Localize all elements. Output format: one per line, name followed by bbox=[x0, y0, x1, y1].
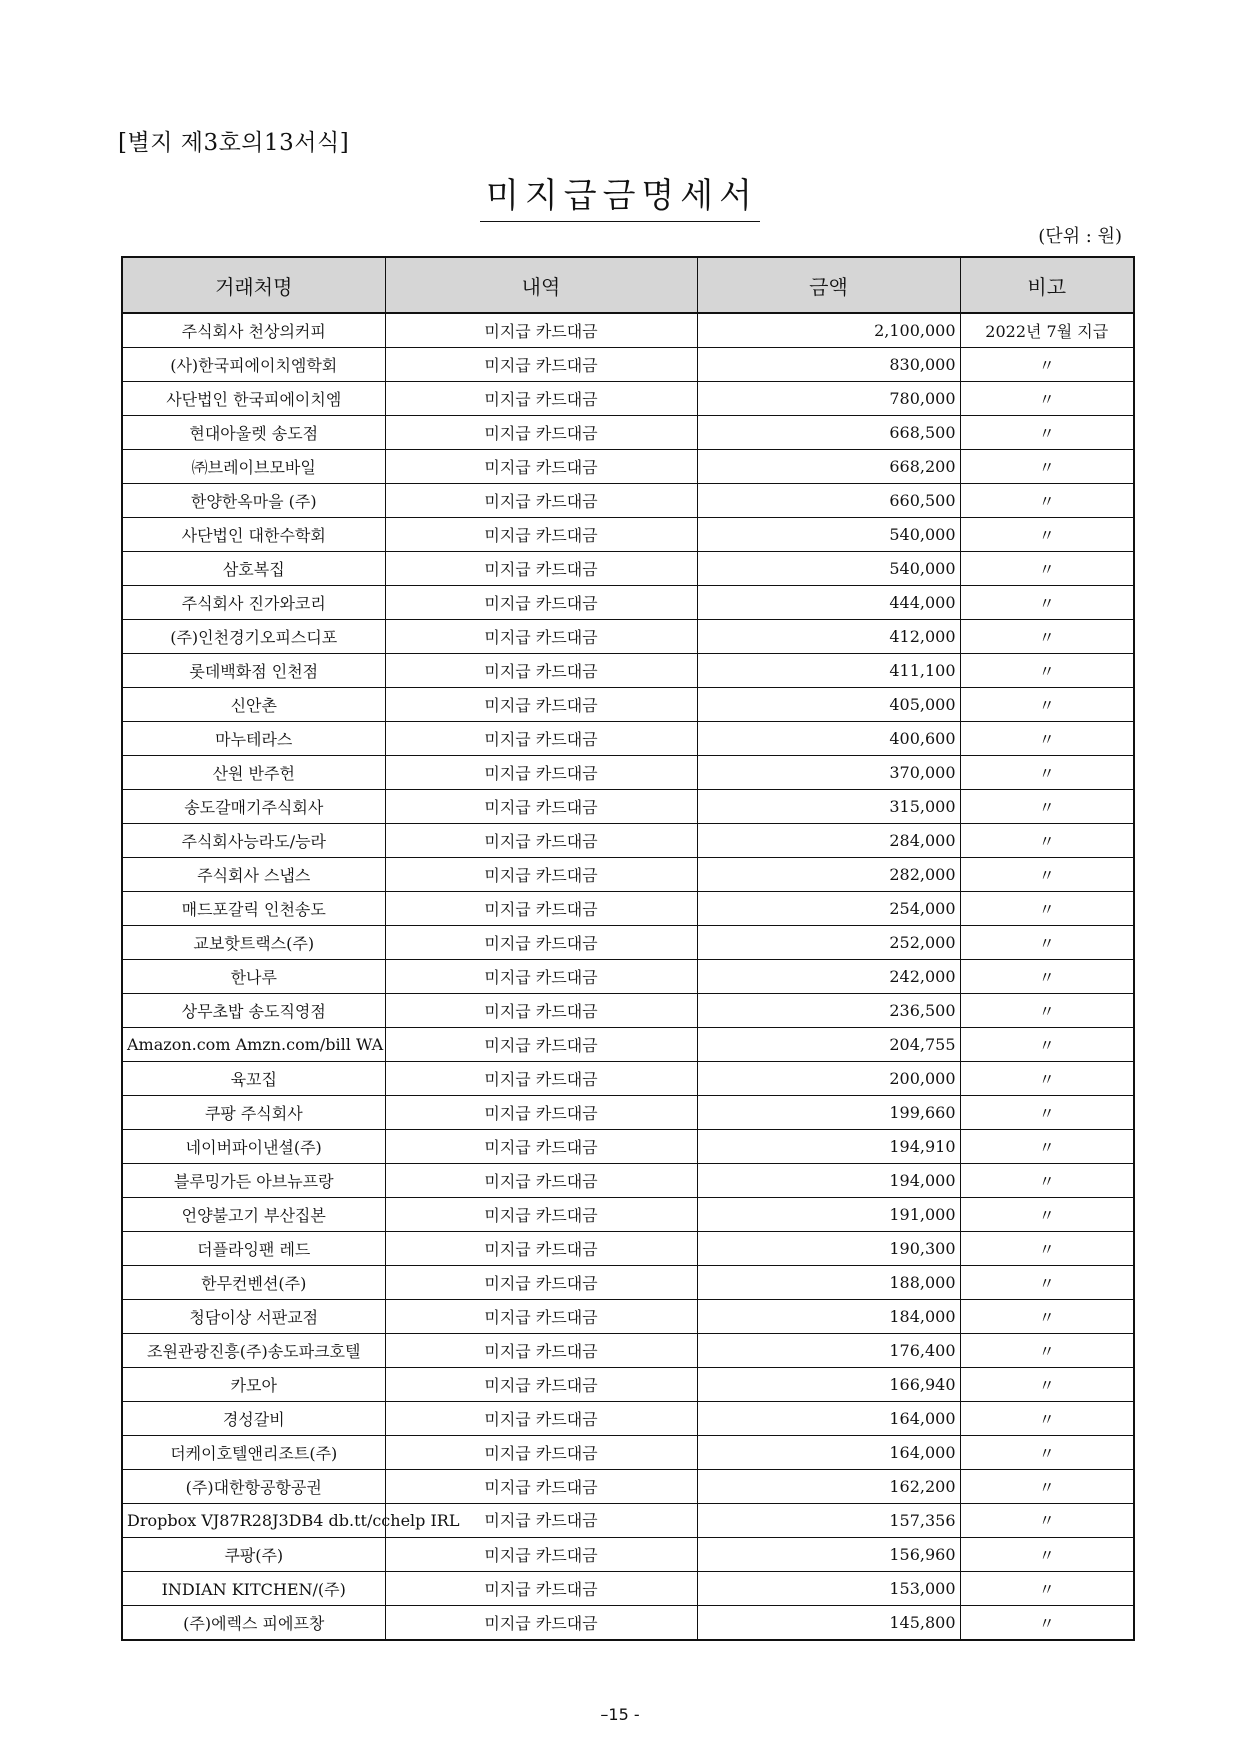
vendor-cell: 교보핫트랙스(주) bbox=[122, 926, 385, 960]
vendor-cell: (주)인천경기오피스디포 bbox=[122, 620, 385, 654]
vendor-cell: (사)한국피에이치엠학회 bbox=[122, 348, 385, 382]
vendor-cell: 네이버파이낸셜(주) bbox=[122, 1130, 385, 1164]
vendor-cell: 청담이상 서판교점 bbox=[122, 1300, 385, 1334]
note-cell: 〃 bbox=[960, 1198, 1134, 1232]
detail-cell: 미지급 카드대금 bbox=[385, 416, 697, 450]
note-cell: 〃 bbox=[960, 484, 1134, 518]
vendor-cell: 사단법인 대한수학회 bbox=[122, 518, 385, 552]
amount-cell: 184,000 bbox=[697, 1300, 960, 1334]
detail-cell: 미지급 카드대금 bbox=[385, 994, 697, 1028]
vendor-cell: 주식회사 스냅스 bbox=[122, 858, 385, 892]
table-row bbox=[122, 1062, 1134, 1096]
table-row bbox=[122, 313, 1134, 348]
amount-cell: 780,000 bbox=[697, 382, 960, 416]
table-row bbox=[122, 382, 1134, 416]
detail-cell: 미지급 카드대금 bbox=[385, 1334, 697, 1368]
detail-cell: 미지급 카드대금 bbox=[385, 1368, 697, 1402]
table-row bbox=[122, 1028, 1134, 1062]
detail-cell: 미지급 카드대금 bbox=[385, 552, 697, 586]
amount-cell: 157,356 bbox=[697, 1504, 960, 1538]
note-cell: 〃 bbox=[960, 926, 1134, 960]
note-cell: 〃 bbox=[960, 892, 1134, 926]
vendor-cell: 주식회사능라도/능라 bbox=[122, 824, 385, 858]
vendor-cell: 삼호복집 bbox=[122, 552, 385, 586]
amount-cell: 254,000 bbox=[697, 892, 960, 926]
detail-cell: 미지급 카드대금 bbox=[385, 1062, 697, 1096]
note-cell: 〃 bbox=[960, 620, 1134, 654]
note-cell: 〃 bbox=[960, 1606, 1134, 1641]
amount-cell: 284,000 bbox=[697, 824, 960, 858]
note-cell: 〃 bbox=[960, 1300, 1134, 1334]
detail-cell: 미지급 카드대금 bbox=[385, 1096, 697, 1130]
note-cell: 〃 bbox=[960, 1130, 1134, 1164]
detail-cell: 미지급 카드대금 bbox=[385, 1232, 697, 1266]
amount-cell: 164,000 bbox=[697, 1402, 960, 1436]
note-cell: 〃 bbox=[960, 1402, 1134, 1436]
header-detail: 내역 bbox=[385, 257, 697, 313]
detail-cell: 미지급 카드대금 bbox=[385, 450, 697, 484]
amount-cell: 204,755 bbox=[697, 1028, 960, 1062]
vendor-cell: Dropbox VJ87R28J3DB4 db.tt/cchelp IRL bbox=[122, 1504, 385, 1538]
amount-cell: 156,960 bbox=[697, 1538, 960, 1572]
table-row bbox=[122, 960, 1134, 994]
table-row bbox=[122, 416, 1134, 450]
table-row bbox=[122, 994, 1134, 1028]
detail-cell: 미지급 카드대금 bbox=[385, 688, 697, 722]
table-body bbox=[122, 313, 1134, 1640]
amount-cell: 282,000 bbox=[697, 858, 960, 892]
amount-cell: 315,000 bbox=[697, 790, 960, 824]
vendor-cell: 쿠팡(주) bbox=[122, 1538, 385, 1572]
note-cell: 〃 bbox=[960, 1232, 1134, 1266]
amount-cell: 660,500 bbox=[697, 484, 960, 518]
detail-cell: 미지급 카드대금 bbox=[385, 824, 697, 858]
table-row bbox=[122, 790, 1134, 824]
note-cell: 〃 bbox=[960, 688, 1134, 722]
detail-cell: 미지급 카드대금 bbox=[385, 1538, 697, 1572]
amount-cell: 199,660 bbox=[697, 1096, 960, 1130]
note-cell: 〃 bbox=[960, 1164, 1134, 1198]
amount-cell: 145,800 bbox=[697, 1606, 960, 1641]
amount-cell: 162,200 bbox=[697, 1470, 960, 1504]
table-row bbox=[122, 1130, 1134, 1164]
table-row bbox=[122, 1572, 1134, 1606]
table-row bbox=[122, 654, 1134, 688]
table-row bbox=[122, 1334, 1134, 1368]
detail-cell: 미지급 카드대금 bbox=[385, 1606, 697, 1641]
amount-cell: 194,000 bbox=[697, 1164, 960, 1198]
amount-cell: 194,910 bbox=[697, 1130, 960, 1164]
vendor-cell: 한무컨벤션(주) bbox=[122, 1266, 385, 1300]
detail-cell: 미지급 카드대금 bbox=[385, 1028, 697, 1062]
amount-cell: 540,000 bbox=[697, 552, 960, 586]
payables-table bbox=[121, 256, 1135, 1641]
table-header-row bbox=[122, 257, 1134, 313]
detail-cell: 미지급 카드대금 bbox=[385, 1266, 697, 1300]
amount-cell: 176,400 bbox=[697, 1334, 960, 1368]
table-row bbox=[122, 450, 1134, 484]
amount-cell: 370,000 bbox=[697, 756, 960, 790]
amount-cell: 153,000 bbox=[697, 1572, 960, 1606]
note-cell: 〃 bbox=[960, 348, 1134, 382]
note-cell: 〃 bbox=[960, 586, 1134, 620]
detail-cell: 미지급 카드대금 bbox=[385, 654, 697, 688]
header-amount: 금액 bbox=[697, 257, 960, 313]
amount-cell: 164,000 bbox=[697, 1436, 960, 1470]
note-cell: 〃 bbox=[960, 1538, 1134, 1572]
table-row bbox=[122, 1606, 1134, 1641]
note-cell: 〃 bbox=[960, 416, 1134, 450]
note-cell: 〃 bbox=[960, 450, 1134, 484]
amount-cell: 252,000 bbox=[697, 926, 960, 960]
table-row bbox=[122, 552, 1134, 586]
note-cell: 〃 bbox=[960, 1436, 1134, 1470]
detail-cell: 미지급 카드대금 bbox=[385, 1300, 697, 1334]
table-row bbox=[122, 1266, 1134, 1300]
detail-cell: 미지급 카드대금 bbox=[385, 313, 697, 348]
vendor-cell: 카모아 bbox=[122, 1368, 385, 1402]
amount-cell: 190,300 bbox=[697, 1232, 960, 1266]
table-row bbox=[122, 1096, 1134, 1130]
detail-cell: 미지급 카드대금 bbox=[385, 926, 697, 960]
amount-cell: 200,000 bbox=[697, 1062, 960, 1096]
amount-cell: 2,100,000 bbox=[697, 313, 960, 348]
table-row bbox=[122, 858, 1134, 892]
vendor-cell: ㈜브레이브모바일 bbox=[122, 450, 385, 484]
table-row bbox=[122, 348, 1134, 382]
detail-cell: 미지급 카드대금 bbox=[385, 484, 697, 518]
note-cell: 〃 bbox=[960, 382, 1134, 416]
detail-cell: 미지급 카드대금 bbox=[385, 1572, 697, 1606]
detail-cell: 미지급 카드대금 bbox=[385, 1130, 697, 1164]
note-cell: 〃 bbox=[960, 1572, 1134, 1606]
amount-cell: 411,100 bbox=[697, 654, 960, 688]
vendor-cell: 주식회사 진가와코리 bbox=[122, 586, 385, 620]
detail-cell: 미지급 카드대금 bbox=[385, 790, 697, 824]
vendor-cell: Amazon.com Amzn.com/bill WA bbox=[122, 1028, 385, 1062]
vendor-cell: 롯데백화점 인천점 bbox=[122, 654, 385, 688]
vendor-cell: 주식회사 천상의커피 bbox=[122, 313, 385, 348]
detail-cell: 미지급 카드대금 bbox=[385, 1504, 697, 1538]
vendor-cell: 송도갈매기주식회사 bbox=[122, 790, 385, 824]
note-cell: 〃 bbox=[960, 654, 1134, 688]
amount-cell: 191,000 bbox=[697, 1198, 960, 1232]
note-cell: 〃 bbox=[960, 518, 1134, 552]
note-cell: 〃 bbox=[960, 1062, 1134, 1096]
note-cell: 〃 bbox=[960, 1028, 1134, 1062]
note-cell: 〃 bbox=[960, 1368, 1134, 1402]
table-row bbox=[122, 1232, 1134, 1266]
note-cell: 〃 bbox=[960, 1334, 1134, 1368]
detail-cell: 미지급 카드대금 bbox=[385, 382, 697, 416]
vendor-cell: 언양불고기 부산집본 bbox=[122, 1198, 385, 1232]
title-container bbox=[0, 168, 1240, 222]
form-label: [별지 제3호의13서식] bbox=[118, 130, 350, 156]
note-cell: 〃 bbox=[960, 722, 1134, 756]
detail-cell: 미지급 카드대금 bbox=[385, 1470, 697, 1504]
vendor-cell: 쿠팡 주식회사 bbox=[122, 1096, 385, 1130]
table-row bbox=[122, 518, 1134, 552]
vendor-cell: 마누테라스 bbox=[122, 722, 385, 756]
note-cell: 〃 bbox=[960, 824, 1134, 858]
table-row bbox=[122, 1368, 1134, 1402]
header-vendor: 거래처명 bbox=[122, 257, 385, 313]
amount-cell: 444,000 bbox=[697, 586, 960, 620]
vendor-cell: 매드포갈릭 인천송도 bbox=[122, 892, 385, 926]
vendor-cell: 한나루 bbox=[122, 960, 385, 994]
amount-cell: 166,940 bbox=[697, 1368, 960, 1402]
detail-cell: 미지급 카드대금 bbox=[385, 892, 697, 926]
table-row bbox=[122, 892, 1134, 926]
detail-cell: 미지급 카드대금 bbox=[385, 518, 697, 552]
table-row bbox=[122, 1402, 1134, 1436]
vendor-cell: 더케이호텔앤리조트(주) bbox=[122, 1436, 385, 1470]
note-cell: 2022년 7월 지급 bbox=[960, 313, 1134, 348]
vendor-cell: 한양한옥마을 (주) bbox=[122, 484, 385, 518]
note-cell: 〃 bbox=[960, 790, 1134, 824]
amount-cell: 830,000 bbox=[697, 348, 960, 382]
table-row bbox=[122, 722, 1134, 756]
amount-cell: 236,500 bbox=[697, 994, 960, 1028]
detail-cell: 미지급 카드대금 bbox=[385, 722, 697, 756]
vendor-cell: 경성갈비 bbox=[122, 1402, 385, 1436]
note-cell: 〃 bbox=[960, 1504, 1134, 1538]
vendor-cell: (주)대한항공항공권 bbox=[122, 1470, 385, 1504]
amount-cell: 400,600 bbox=[697, 722, 960, 756]
detail-cell: 미지급 카드대금 bbox=[385, 620, 697, 654]
note-cell: 〃 bbox=[960, 1470, 1134, 1504]
table-row bbox=[122, 756, 1134, 790]
detail-cell: 미지급 카드대금 bbox=[385, 858, 697, 892]
table-row bbox=[122, 926, 1134, 960]
vendor-cell: 더플라잉팬 레드 bbox=[122, 1232, 385, 1266]
vendor-cell: (주)에렉스 피에프창 bbox=[122, 1606, 385, 1641]
vendor-cell: INDIAN KITCHEN/(주) bbox=[122, 1572, 385, 1606]
vendor-cell: 블루밍가든 아브뉴프랑 bbox=[122, 1164, 385, 1198]
detail-cell: 미지급 카드대금 bbox=[385, 1436, 697, 1470]
table-row bbox=[122, 1300, 1134, 1334]
detail-cell: 미지급 카드대금 bbox=[385, 586, 697, 620]
note-cell: 〃 bbox=[960, 1096, 1134, 1130]
amount-cell: 242,000 bbox=[697, 960, 960, 994]
detail-cell: 미지급 카드대금 bbox=[385, 1402, 697, 1436]
detail-cell: 미지급 카드대금 bbox=[385, 960, 697, 994]
detail-cell: 미지급 카드대금 bbox=[385, 1198, 697, 1232]
table-row bbox=[122, 586, 1134, 620]
table-row bbox=[122, 1504, 1134, 1538]
amount-cell: 540,000 bbox=[697, 518, 960, 552]
table-row bbox=[122, 620, 1134, 654]
document-title: 미지급금명세서 bbox=[480, 168, 760, 222]
amount-cell: 405,000 bbox=[697, 688, 960, 722]
note-cell: 〃 bbox=[960, 552, 1134, 586]
vendor-cell: 사단법인 한국피에이치엠 bbox=[122, 382, 385, 416]
note-cell: 〃 bbox=[960, 1266, 1134, 1300]
table-row bbox=[122, 1198, 1134, 1232]
vendor-cell: 신안촌 bbox=[122, 688, 385, 722]
table-row bbox=[122, 1538, 1134, 1572]
table-row bbox=[122, 1164, 1134, 1198]
note-cell: 〃 bbox=[960, 858, 1134, 892]
unit-label: (단위 : 원) bbox=[1038, 226, 1122, 247]
page-number: –15 - bbox=[600, 1705, 640, 1724]
table-row bbox=[122, 1470, 1134, 1504]
note-cell: 〃 bbox=[960, 960, 1134, 994]
note-cell: 〃 bbox=[960, 756, 1134, 790]
table-row bbox=[122, 484, 1134, 518]
detail-cell: 미지급 카드대금 bbox=[385, 348, 697, 382]
note-cell: 〃 bbox=[960, 994, 1134, 1028]
table-row bbox=[122, 1436, 1134, 1470]
vendor-cell: 산원 반주헌 bbox=[122, 756, 385, 790]
vendor-cell: 조원관광진흥(주)송도파크호텔 bbox=[122, 1334, 385, 1368]
amount-cell: 668,200 bbox=[697, 450, 960, 484]
amount-cell: 188,000 bbox=[697, 1266, 960, 1300]
table-row bbox=[122, 688, 1134, 722]
vendor-cell: 육꼬집 bbox=[122, 1062, 385, 1096]
vendor-cell: 상무초밥 송도직영점 bbox=[122, 994, 385, 1028]
vendor-cell: 현대아울렛 송도점 bbox=[122, 416, 385, 450]
amount-cell: 412,000 bbox=[697, 620, 960, 654]
amount-cell: 668,500 bbox=[697, 416, 960, 450]
table-row bbox=[122, 824, 1134, 858]
detail-cell: 미지급 카드대금 bbox=[385, 1164, 697, 1198]
detail-cell: 미지급 카드대금 bbox=[385, 756, 697, 790]
header-note: 비고 bbox=[960, 257, 1134, 313]
